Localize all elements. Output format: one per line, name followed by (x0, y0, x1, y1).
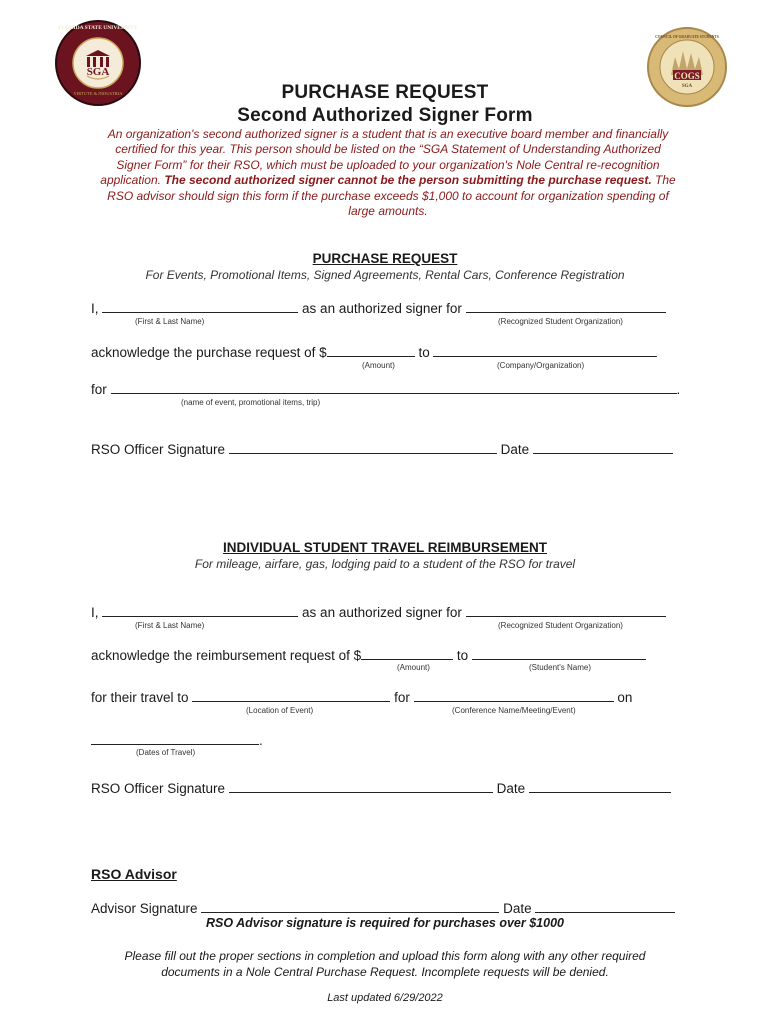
travel-conference-hint: (Conference Name/Meeting/Event) (452, 706, 576, 715)
purchase-event-field[interactable] (111, 381, 677, 394)
travel-org-hint: (Recognized Student Organization) (498, 621, 623, 630)
form-subtitle: Second Authorized Signer Form (237, 105, 533, 126)
travel-line-2 (91, 647, 646, 663)
travel-line-1 (91, 604, 666, 620)
travel-to-label: to (456, 648, 469, 663)
travel-dates-hint: (Dates of Travel) (136, 748, 196, 757)
cogs-seal-center-text: COGS (674, 71, 700, 81)
cogs-seal-bottom-text: SGA (681, 84, 693, 89)
purchase-line-2 (91, 344, 657, 360)
purchase-i-label: I, (91, 301, 99, 316)
footer-instructions: Please fill out the proper sections in completion and upload this form along with any other required documents in a Nole Central Purchase Request. Incomplete requests will be denied. (124, 949, 646, 979)
fsu-seal-bottom-text: VIRTUTE & INDUSTRIA (73, 91, 123, 96)
travel-location-field[interactable] (192, 689, 390, 702)
travel-date-field[interactable] (529, 780, 671, 793)
purchase-amount-hint: (Amount) (362, 361, 395, 370)
advisor-sig-label: Advisor Signature (91, 901, 198, 916)
travel-on-label: on (617, 690, 633, 705)
travel-line-3 (91, 689, 632, 705)
last-updated-text: Last updated 6/29/2022 (327, 992, 443, 1004)
purchase-company-hint: (Company/Organization) (497, 361, 585, 370)
purchase-date-label: Date (500, 442, 530, 457)
travel-dates-field[interactable] (91, 732, 259, 745)
travel-section-heading: INDIVIDUAL STUDENT TRAVEL REIMBURSEMENT (222, 540, 547, 555)
purchase-to-label: to (418, 345, 430, 360)
advisor-date-field[interactable] (535, 900, 675, 913)
purchase-signature-field[interactable] (229, 441, 497, 454)
fsu-seal-center-text: SGA (86, 66, 110, 78)
purchase-for-label: for (91, 382, 107, 397)
travel-signature-field[interactable] (229, 780, 493, 793)
travel-section-note: For mileage, airfare, gas, lodging paid to a student of the RSO for travel (194, 557, 576, 571)
purchase-line-1 (91, 300, 666, 316)
purchase-org-hint: (Recognized Student Organization) (498, 317, 623, 326)
travel-for-label: for (394, 690, 410, 705)
advisor-date-label: Date (503, 901, 532, 916)
purchase-signature-line (91, 441, 673, 457)
travel-date-label: Date (496, 781, 526, 796)
purchase-signer-label: as an authorized signer for (302, 301, 462, 316)
purchase-line-3 (91, 381, 680, 397)
advisor-section-heading: RSO Advisor (91, 866, 177, 882)
cogs-seal-arc-text: COUNCIL OF GRADUATE STUDENTS (655, 35, 719, 39)
intro-paragraph (98, 127, 678, 219)
travel-amount-hint: (Amount) (397, 663, 430, 672)
travel-i-label: I, (91, 605, 99, 620)
travel-for-their-label: for their travel to (91, 690, 189, 705)
purchase-section-heading: PURCHASE REQUEST (312, 251, 458, 266)
purchase-sig-label: RSO Officer Signature (91, 442, 226, 457)
purchase-company-field[interactable] (433, 344, 657, 357)
travel-line-4 (91, 732, 263, 748)
travel-signer-label: as an authorized signer for (302, 605, 462, 620)
travel-conference-field[interactable] (414, 689, 614, 702)
travel-amount-field[interactable] (361, 647, 453, 660)
advisor-signature-line (91, 900, 675, 916)
purchase-event-hint: (name of event, promotional items, trip) (181, 398, 321, 407)
purchase-org-field[interactable] (466, 300, 666, 313)
purchase-date-field[interactable] (533, 441, 673, 454)
purchase-name-field[interactable] (102, 300, 298, 313)
travel-line4-period: . (259, 733, 263, 748)
intro-text-1: An organization's second authorized signer is a student that is an executive board member and financially certified for this year. This person should be listed on the “SGA Statement of Understanding Authorized Signer Form” for their RSO, which must be uploaded to your organization's Nole Central re-recognition application. (100, 127, 669, 188)
travel-student-field[interactable] (472, 647, 646, 660)
advisor-required-note: RSO Advisor signature is required for purchases over $1000 (205, 916, 564, 930)
travel-signature-line (91, 780, 671, 796)
fsu-seal-arc-text: FLORIDA STATE UNIVERSITY (58, 25, 138, 31)
travel-name-field[interactable] (102, 604, 298, 617)
purchase-name-hint: (First & Last Name) (135, 317, 205, 326)
intro-bold-text: The second authorized signer cannot be the person submitting the purchase request. (164, 173, 652, 188)
travel-sig-label: RSO Officer Signature (91, 781, 226, 796)
travel-location-hint: (Location of Event) (246, 706, 314, 715)
purchase-ack-label: acknowledge the purchase request of $ (91, 345, 327, 360)
form-title: PURCHASE REQUEST (281, 82, 489, 103)
travel-student-hint: (Student's Name) (529, 663, 591, 672)
travel-name-hint: (First & Last Name) (135, 621, 205, 630)
travel-org-field[interactable] (466, 604, 666, 617)
purchase-amount-field[interactable] (327, 344, 415, 357)
purchase-line3-period: . (676, 382, 681, 397)
purchase-section-note: For Events, Promotional Items, Signed Agreements, Rental Cars, Conference Registration (145, 268, 625, 282)
travel-ack-label: acknowledge the reimbursement request of $ (91, 648, 362, 663)
intro-text-2: The RSO advisor should sign this form if the purchase exceeds $1,000 to account for organization spending of large amounts. (107, 173, 676, 219)
advisor-signature-field[interactable] (201, 900, 499, 913)
